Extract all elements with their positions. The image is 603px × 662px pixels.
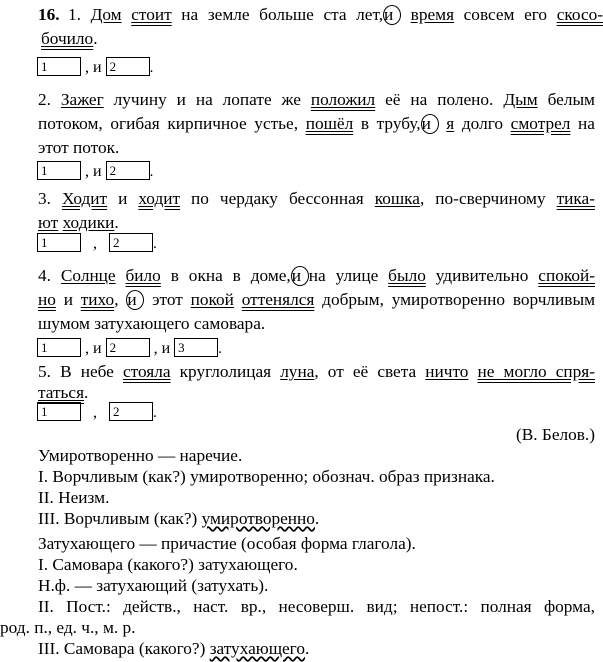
sentence-4-line-1: 4. Солнце било в окна в доме,и на улице было удивительно спокой- bbox=[38, 266, 596, 285]
sentence-3-line-1: 3. Ходит и ходит по чердаку бессонная кошка, по-сверчиному тика- bbox=[38, 189, 595, 208]
author-attribution: (В. Белов.) bbox=[515, 425, 595, 444]
sentence-2-line-1: 2. Зажег лучину и на лопате же положил её на полено. Дым белым bbox=[38, 90, 595, 109]
sentence-4-line-2: но и тихо, и этот покой оттенялся добрым, умиротворенно ворчливым bbox=[38, 290, 596, 309]
analysis-line: II. Неизм. bbox=[38, 488, 110, 507]
sentence-2-line-2: потоком, огибая кирпичное устье, пошёл в трубу,и я долго смотрел на bbox=[38, 114, 595, 133]
sentence-2-line-3: этот поток. bbox=[38, 138, 120, 157]
clause-box: 1 bbox=[37, 57, 81, 76]
analysis-line: Умиротворенно — наречие. bbox=[38, 446, 243, 465]
scheme-1: 1 , и 2 . bbox=[37, 57, 153, 79]
analysis-line: Затухающего — причастие (особая форма глагола). bbox=[38, 534, 416, 553]
conjunction-circle: и bbox=[421, 114, 439, 134]
exercise-number: 16. bbox=[38, 5, 60, 24]
analysis-line: I. Самовара (какого?) затухающего. bbox=[38, 555, 298, 574]
conjunction-circle: и bbox=[291, 266, 309, 286]
analysis-line: III. Самовара (какого?) затухающего. bbox=[38, 639, 310, 658]
conjunction-circle: и bbox=[383, 5, 401, 25]
sentence-4-line-3: шумом затухающего самовара. bbox=[38, 314, 266, 333]
scheme-3: 1 , 2 . bbox=[37, 233, 157, 255]
clause-box: 2 bbox=[106, 57, 150, 76]
sentence-1-line-1: 16. 1. Дом стоит на земле больше ста лет,и время совсем его скосо- bbox=[38, 5, 603, 24]
analysis-line: III. Ворчливым (как?) умиротворенно. bbox=[38, 509, 320, 528]
sentence-1-line-2: бочило. bbox=[41, 29, 98, 48]
sentence-5-line-1: 5. В небе стояла круглолицая луна, от её света ничто не могло спря- bbox=[38, 362, 595, 381]
analysis-line: Н.ф. — затухающий (затухать). bbox=[38, 576, 269, 595]
analysis-line: род. п., ед. ч., м. р. bbox=[0, 618, 136, 637]
scheme-5: 1 , 2 . bbox=[37, 402, 157, 424]
sentence-3-line-2: ют ходики. bbox=[38, 213, 119, 232]
scheme-4: 1 , и 2 , и 3 . bbox=[37, 338, 222, 360]
analysis-line: II. Пост.: действ., наст. вр., несоверш. вид; непост.: полная форма, bbox=[38, 597, 595, 616]
scheme-2: 1 , и 2 . bbox=[37, 161, 153, 183]
analysis-line: I. Ворчливым (как?) умиротворенно; обознач. образ признака. bbox=[38, 467, 495, 486]
sentence-5-line-2: таться. bbox=[38, 383, 89, 402]
conjunction-circle: и bbox=[126, 290, 144, 310]
